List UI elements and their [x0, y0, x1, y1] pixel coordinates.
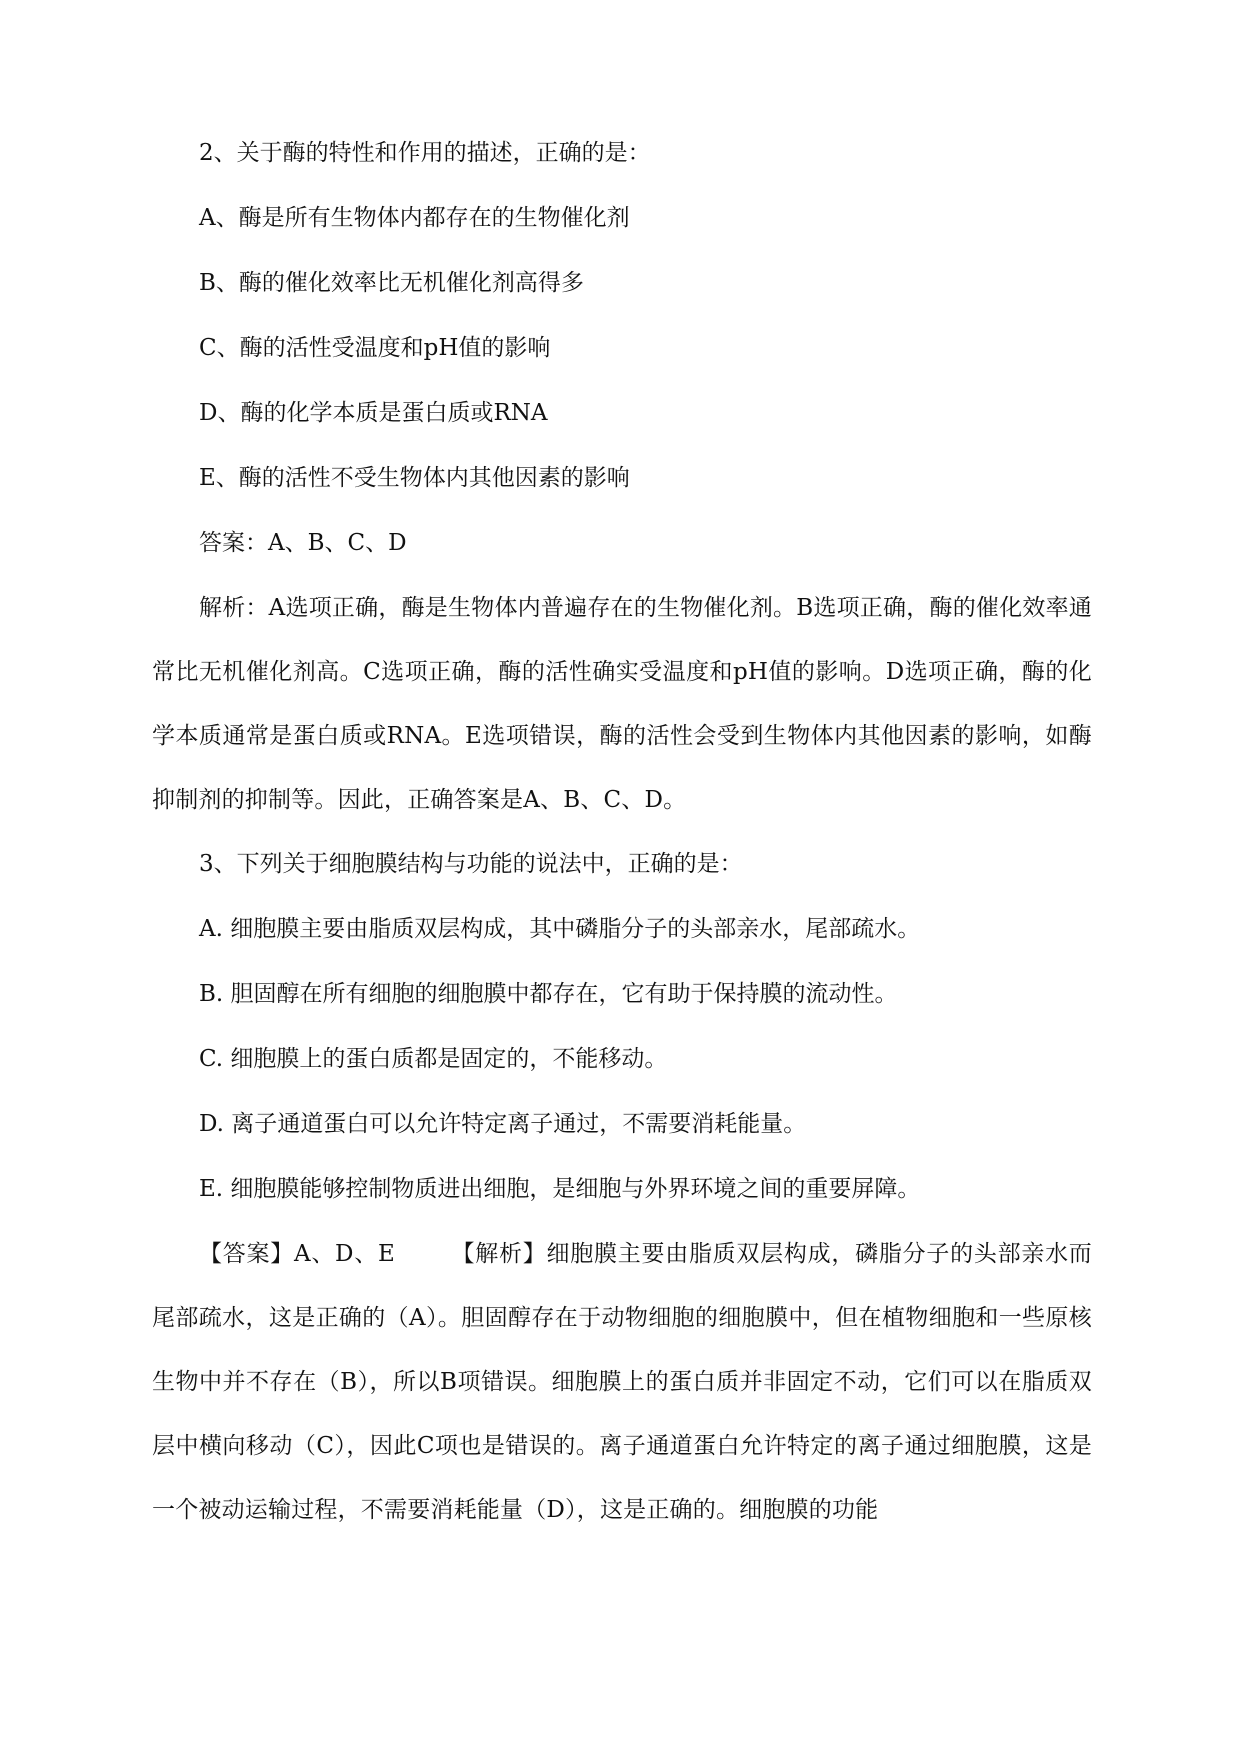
- question-3-answer-analysis: [152, 1222, 1092, 1542]
- question-2-analysis: 解析：A选项正确，酶是生物体内普遍存在的生物催化剂。B选项正确，酶的催化效率通常比无机催化剂高。C选项正确，酶的活性确实受温度和pH值的影响。D选项正确，酶的化学本质通常是蛋白质或RNA。E选项错误，酶的活性会受到生物体内其他因素的影响，如酶抑制剂的抑制等。因此，正确答案是A、B、C、D。: [152, 595, 1092, 813]
- document-page: [152, 138, 1092, 1559]
- question-3-option-c: C. 细胞膜上的蛋白质都是固定的，不能移动。: [199, 1046, 668, 1072]
- question-2-option-e: E、酶的活性不受生物体内其他因素的影响: [199, 465, 630, 491]
- question-3-option-d: D. 离子通道蛋白可以允许特定离子通过，不需要消耗能量。: [199, 1111, 807, 1137]
- question-3-analysis: 【解析】细胞膜主要由脂质双层构成，磷脂分子的头部亲水而尾部疏水，这是正确的（A）。胆固醇存在于动物细胞的细胞膜中，但在植物细胞和一些原核生物中并不存在（B），所以B项错误。细胞膜上的蛋白质并非固定不动，它们可以在脂质双层中横向移动（C），因此C项也是错误的。离子通道蛋白允许特定的离子通过细胞膜，这是一个被动运输过程，不需要消耗能量（D），这是正确的。细胞膜的功能: [152, 1241, 1093, 1523]
- question-3-option-e: E. 细胞膜能够控制物质进出细胞，是细胞与外界环境之间的重要屏障。: [199, 1176, 921, 1202]
- question-3-stem: 3、下列关于细胞膜结构与功能的说法中，正确的是：: [199, 851, 743, 877]
- question-2-stem: 2、关于酶的特性和作用的描述，正确的是：: [199, 140, 651, 166]
- question-3-answer: 【答案】A、D、E: [199, 1241, 395, 1267]
- question-3-option-a: A. 细胞膜主要由脂质双层构成，其中磷脂分子的头部亲水，尾部疏水。: [199, 916, 921, 942]
- question-2-option-d: D、酶的化学本质是蛋白质或RNA: [199, 400, 548, 426]
- question-2-answer: 答案：A、B、C、D: [199, 530, 407, 556]
- question-3-option-b: B. 胆固醇在所有细胞的细胞膜中都存在，它有助于保持膜的流动性。: [199, 981, 898, 1007]
- question-2-option-a: A、酶是所有生物体内都存在的生物催化剂: [199, 205, 630, 231]
- question-2-option-b: B、酶的催化效率比无机催化剂高得多: [199, 270, 584, 296]
- question-2-option-c: C、酶的活性受温度和pH值的影响: [199, 335, 551, 361]
